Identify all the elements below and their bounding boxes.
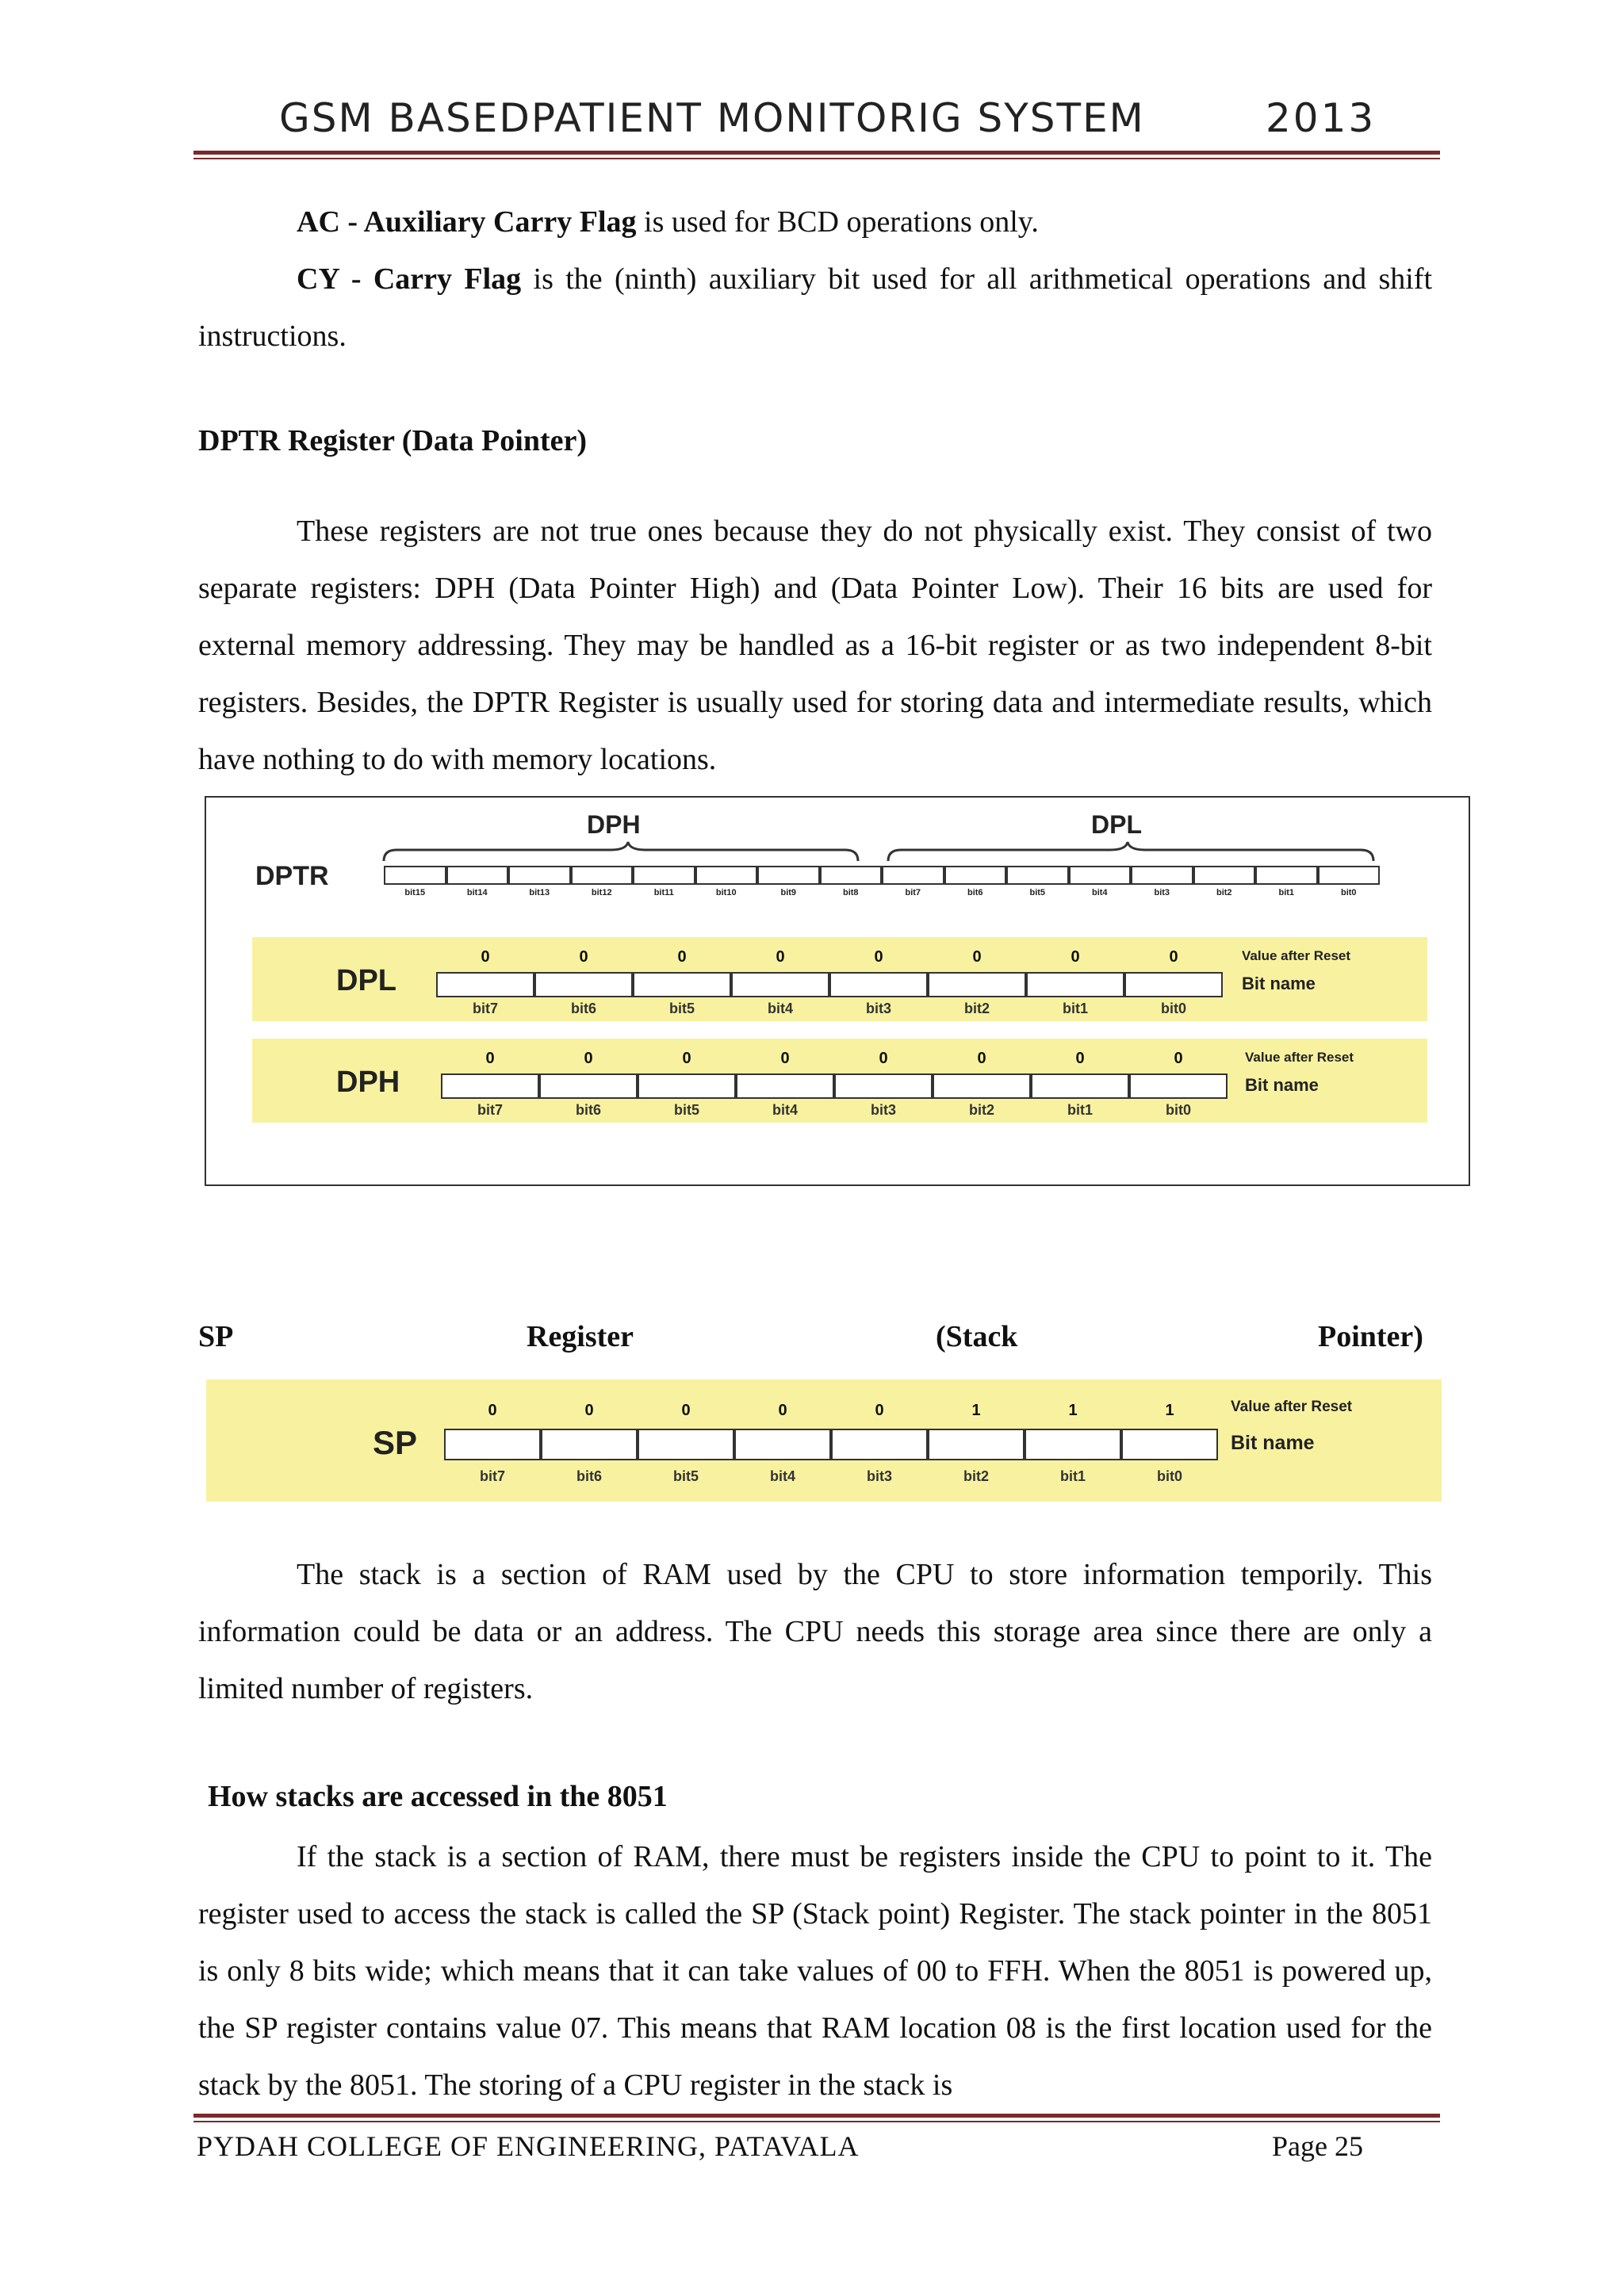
dpl-bit-name: bit2 [963, 1001, 990, 1016]
sp-bit-value: 1 [971, 1402, 981, 1419]
sp-bit-value: 0 [875, 1402, 884, 1419]
sp-bit-value: 0 [681, 1402, 691, 1419]
dptr-bit-label: bit0 [1340, 888, 1357, 897]
dph-bit-name: bit6 [575, 1102, 601, 1118]
dph-bit-cell [1129, 1073, 1228, 1099]
sp-heading-word-1: SP [198, 1320, 234, 1353]
dpl-bit-cell [928, 972, 1026, 997]
sp-bit-value: 0 [584, 1402, 594, 1419]
dph-bit-name: bit1 [1067, 1102, 1093, 1118]
dptr-bit-cell [1131, 866, 1193, 885]
header-rule-thin [193, 158, 1440, 159]
ac-text: is used for BCD operations only. [636, 205, 1039, 239]
dptr-bit-cell [1318, 866, 1381, 885]
dpl-bit-cell [534, 972, 633, 997]
sp-bit-cell [1121, 1429, 1218, 1460]
dph-bit-name: bit3 [870, 1102, 896, 1118]
dptr-bit-cell [1069, 866, 1132, 885]
dph-bit-value: 0 [682, 1050, 691, 1067]
dptr-bit-cell [944, 866, 1007, 885]
dpl-bit-name: bit7 [472, 1001, 498, 1016]
dptr-bit-label: bit15 [404, 888, 426, 897]
sp-value-note: Value after Reset [1231, 1399, 1353, 1415]
dptr-bit-cell [882, 866, 944, 885]
page-header-year: 2013 [1266, 95, 1377, 141]
stack-access-heading: How stacks are accessed in the 8051 [208, 1780, 668, 1813]
footer-rule [193, 2114, 1440, 2118]
dpl-bit-cell [731, 972, 829, 997]
dph-bit-cell [638, 1073, 736, 1099]
sp-bit-cell [638, 1429, 734, 1460]
dptr-bit-cell [1006, 866, 1069, 885]
stack-access-paragraph [198, 1828, 1432, 2114]
ac-term: AC - Auxiliary Carry Flag [297, 205, 637, 239]
dptr-bit-label: bit14 [466, 888, 488, 897]
dptr-bit-label: bit7 [905, 888, 921, 897]
dptr-bit-label: bit13 [529, 888, 550, 897]
footer-college: PYDAH COLLEGE OF ENGINEERING, PATAVALA [197, 2130, 860, 2162]
flags-block [198, 193, 1432, 365]
dph-bit-value: 0 [977, 1050, 986, 1067]
dph-bit-value: 0 [780, 1050, 790, 1067]
dptr-paragraph [198, 503, 1432, 788]
dptr-bit-cell [571, 866, 634, 885]
dph-bit-value: 0 [1174, 1050, 1183, 1067]
dph-brace [384, 842, 858, 861]
sp-bit-cell [928, 1429, 1025, 1460]
dpl-bit-cell [1026, 972, 1124, 997]
dpl-bit-value: 0 [972, 948, 982, 966]
sp-bit-value: 1 [1068, 1402, 1078, 1419]
dph-bit-cell [834, 1073, 933, 1099]
sp-bit-name: bit5 [672, 1468, 699, 1484]
dph-bit-cell [1031, 1073, 1129, 1099]
dptr-bit-label: bit12 [591, 888, 612, 897]
dph-bit-name: bit2 [968, 1102, 994, 1118]
dptr-label: DPTR [255, 861, 329, 891]
sp-bit-name: bit6 [576, 1468, 602, 1484]
dptr-bit-label: bit9 [780, 888, 797, 897]
dpl-bit-name: bit5 [668, 1001, 695, 1016]
dptr-bit-cell [1193, 866, 1256, 885]
dpl-bit-cell [436, 972, 534, 997]
sp-bit-name: bit7 [479, 1468, 505, 1484]
sp-bit-value: 0 [778, 1402, 787, 1419]
dpl-register-label: DPL [336, 964, 396, 997]
sp-bit-cell [831, 1429, 928, 1460]
dptr-bit-label: bit1 [1278, 888, 1295, 897]
dptr-bit-label: bit5 [1029, 888, 1046, 897]
dpl-bit-value: 0 [1169, 948, 1178, 966]
dph-bit-name: bit0 [1165, 1102, 1191, 1118]
footer-page-number: Page 25 [1272, 2130, 1363, 2162]
dpl-value-note: Value after Reset [1242, 948, 1351, 963]
dph-bit-cell [933, 1073, 1031, 1099]
dph-bit-cell [736, 1073, 834, 1099]
sp-heading-word-3: (Stack [936, 1320, 1018, 1353]
dptr-bit-cell [1255, 866, 1318, 885]
sp-bit-value: 0 [488, 1402, 497, 1419]
dpl-bit-value: 0 [677, 948, 687, 966]
header-rule [193, 151, 1440, 155]
sp-paragraph-text: The stack is a section of RAM used by the CPU to store information temporily. This information could be data or an address. The CPU needs this storage area since there are only a limited number of registers. [198, 1558, 1432, 1705]
dptr-bit-cell [384, 866, 446, 885]
sp-bit-name: bit1 [1059, 1468, 1086, 1484]
dpl-bit-name: bit6 [570, 1001, 596, 1016]
dpl-bit-value: 0 [481, 948, 490, 966]
dpl-bit-name: bit3 [865, 1001, 891, 1016]
dph-bit-name: bit5 [673, 1102, 699, 1118]
footer-rule-thin [193, 2121, 1440, 2122]
dptr-bit-label: bit10 [715, 888, 737, 897]
dph-bit-name: bit4 [772, 1102, 798, 1118]
dptr-bit-label: bit6 [967, 888, 983, 897]
sp-heading-word-4: Pointer) [1318, 1320, 1423, 1353]
dph-bit-value: 0 [485, 1050, 495, 1067]
dpl-bit-name: bit1 [1062, 1001, 1088, 1016]
dpl-bit-cell [633, 972, 731, 997]
dph-name-note: Bit name [1245, 1075, 1319, 1095]
dpl-bit-name: bit4 [767, 1001, 793, 1016]
sp-bit-cell [1025, 1429, 1121, 1460]
sp-bit-cell [444, 1429, 541, 1460]
dptr-bit-label: bit2 [1216, 888, 1232, 897]
sp-register-label: SP [373, 1424, 418, 1461]
dph-register-label: DPH [336, 1066, 400, 1099]
dpl-bit-name: bit0 [1160, 1001, 1186, 1016]
dph-bit-value: 0 [879, 1050, 888, 1067]
dpl-bit-value: 0 [1071, 948, 1080, 966]
sp-heading-word-2: Register [527, 1320, 634, 1353]
dptr-bit-label: bit3 [1154, 888, 1170, 897]
dptr-bit-cell [633, 866, 695, 885]
dph-bit-name: bit7 [477, 1102, 503, 1118]
dph-value-note: Value after Reset [1245, 1050, 1354, 1065]
dptr-bit-cell [446, 866, 509, 885]
sp-bit-name: bit2 [963, 1468, 989, 1484]
sp-bit-name: bit0 [1156, 1468, 1182, 1484]
dph-bit-cell [539, 1073, 638, 1099]
sp-bit-cell [541, 1429, 638, 1460]
dptr-bit-cell [695, 866, 758, 885]
dph-bit-value: 0 [584, 1050, 593, 1067]
dptr-bit-label: bit11 [653, 888, 674, 897]
dpl-bit-cell [829, 972, 928, 997]
cy-text: is the (ninth) auxiliary bit used for all arithmetical operations and shift instructions. [198, 262, 1433, 353]
sp-paragraph [198, 1546, 1432, 1717]
dpl-bit-value: 0 [874, 948, 883, 966]
dpl-bit-value: 0 [579, 948, 588, 966]
sp-bit-cell [734, 1429, 831, 1460]
dph-bit-cell [441, 1073, 539, 1099]
sp-bit-name: bit4 [769, 1468, 795, 1484]
dptr-bit-label: bit4 [1091, 888, 1108, 897]
dptr-bit-cell [757, 866, 820, 885]
dptr-braces [381, 837, 1380, 866]
dpl-brace-label: DPL [1091, 810, 1142, 839]
dptr-bit-cell [820, 866, 883, 885]
dpl-brace [888, 842, 1373, 861]
cy-term: CY - Carry Flag [297, 262, 522, 296]
dpl-bit-value: 0 [776, 948, 785, 966]
dptr-paragraph-text: These registers are not true ones because they do not physically exist. They consist of two separate registers: DPH (Data Pointer High) and (Data Pointer Low). Their 16 bits are used for external memory addressing. They may be handled as a 16-bit register or as two independent 8-bit registers. Besides, the DPTR Register is usually used for storing data and intermediate results, which have nothing to do with memory locations. [198, 515, 1432, 776]
page-header-title: GSM BASEDPATIENT MONITORIG SYSTEM [279, 95, 1145, 141]
stack-access-paragraph-text: If the stack is a section of RAM, there must be registers inside the CPU to point to it. The register used to access the stack is called the SP (Stack point) Register. The stack pointer in the 8051 is only 8 bits wide; which means that it can take values of 00 to FFH. When the 8051 is powered up, the SP register contains value 07. This means that RAM location 08 is the first location used for the stack by the 8051. The storing of a CPU register in the stack is [198, 1840, 1432, 2102]
dptr-heading: DPTR Register (Data Pointer) [198, 424, 587, 457]
sp-bit-value: 1 [1165, 1402, 1174, 1419]
dpl-name-note: Bit name [1242, 974, 1316, 993]
dpl-bit-cell [1124, 972, 1223, 997]
dph-bit-value: 0 [1075, 1050, 1085, 1067]
sp-name-note: Bit name [1231, 1432, 1315, 1454]
dptr-bit-label: bit8 [842, 888, 859, 897]
sp-bit-name: bit3 [866, 1468, 892, 1484]
dptr-bit-cell [508, 866, 571, 885]
dph-brace-label: DPH [587, 810, 641, 839]
